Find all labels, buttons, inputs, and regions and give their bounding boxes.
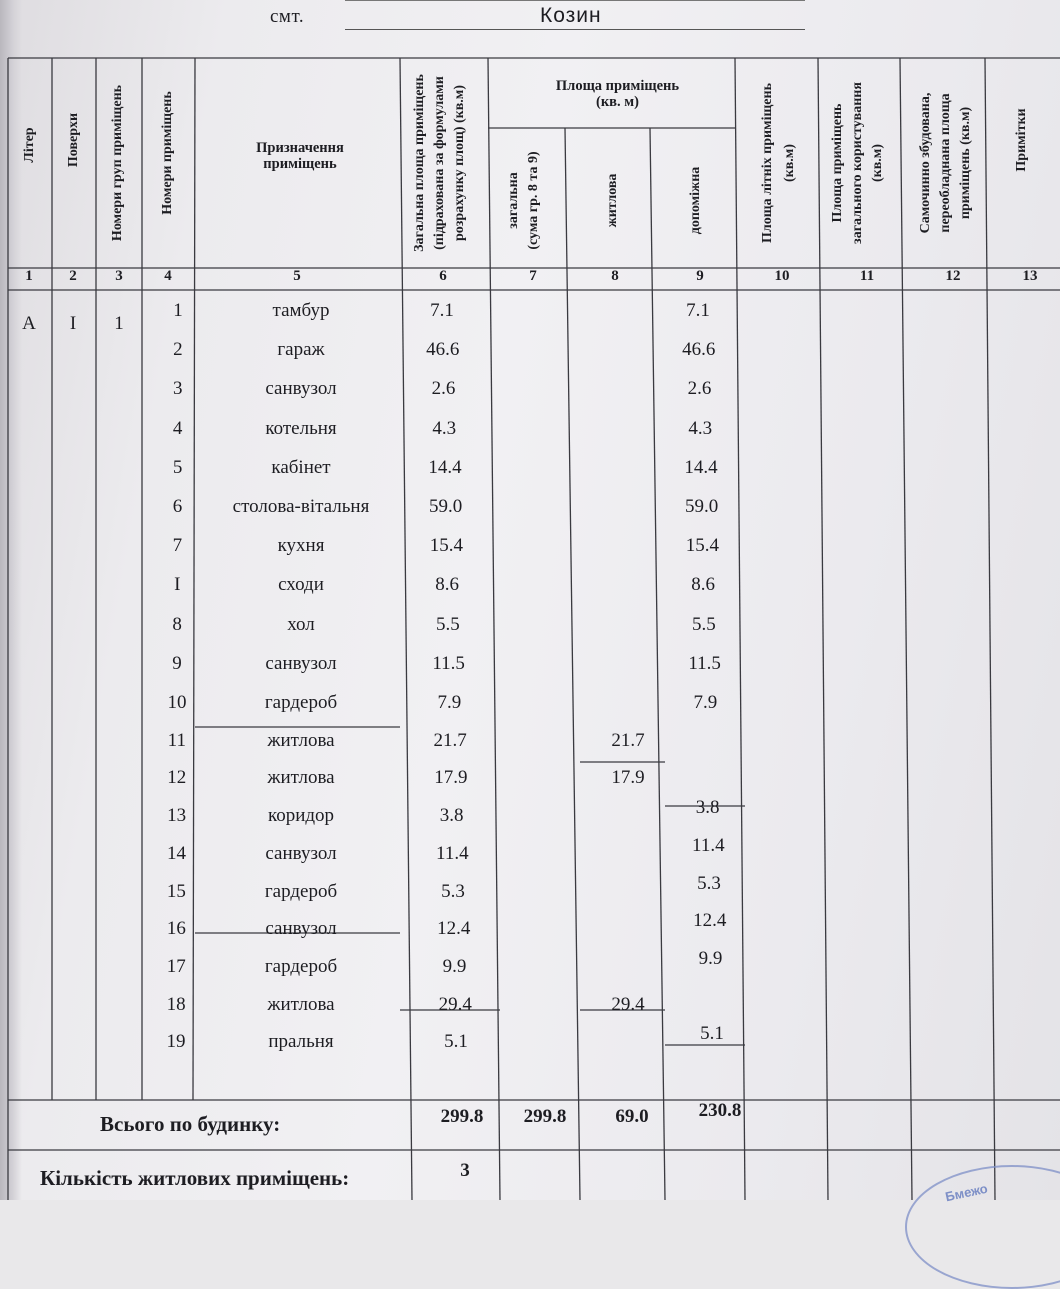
cell-room-number: 12: [167, 767, 187, 789]
cell-room-number: 8: [172, 613, 182, 635]
column-number: 1: [25, 268, 33, 284]
cell-room-number: 3: [173, 378, 183, 400]
cell-room-purpose: житлова: [267, 993, 335, 1015]
cell-living-area: 17.9: [611, 767, 645, 789]
header-summer-l1: Площа літніх приміщень: [760, 83, 775, 243]
cell-room-purpose: сходи: [278, 574, 324, 596]
header-notes: Примітки: [1014, 108, 1029, 172]
cell-aux-area: 11.4: [692, 834, 725, 856]
cell-room-purpose: гардероб: [264, 955, 338, 977]
cell-room-purpose: коридор: [267, 805, 335, 827]
column-number: 4: [164, 268, 172, 284]
living-count-value: 3: [460, 1160, 470, 1181]
grid-col-10: [818, 58, 828, 1200]
cell-total-area: 29.4: [438, 993, 472, 1015]
column-number: 9: [696, 268, 704, 284]
cell-room-number: 16: [166, 918, 186, 940]
cell-room-purpose: санвузол: [265, 652, 337, 674]
cell-total-area: 5.5: [436, 613, 460, 635]
column-number: 12: [945, 268, 961, 284]
cell-room-number: 13: [167, 805, 187, 827]
cell-room-purpose: кабінет: [271, 456, 331, 478]
cell-total-area: 2.6: [431, 378, 456, 400]
cell-liter: А: [22, 313, 36, 334]
cell-room-purpose: пральня: [268, 1031, 334, 1053]
cell-room-number: 2: [173, 339, 183, 361]
cell-room-purpose: санвузол: [265, 378, 337, 400]
header-purpose-line1: Призначення: [256, 140, 344, 156]
header-auxiliary: допоміжна: [688, 166, 703, 235]
cell-total-area: 14.4: [428, 456, 462, 478]
cell-aux-area: 46.6: [682, 339, 716, 361]
header-general-l2: (сума гр. 8 та 9): [526, 151, 541, 250]
cell-room-number: 1: [173, 300, 183, 321]
cell-floor: I: [69, 313, 77, 334]
cell-aux-area: 8.6: [691, 574, 716, 596]
column-number: 13: [1022, 268, 1038, 284]
cell-aux-area: 4.3: [688, 417, 713, 439]
cell-room-purpose: гараж: [277, 339, 325, 361]
cell-total-area: 12.4: [437, 918, 471, 940]
grid-col-8: [650, 128, 665, 1200]
cell-group: 1: [114, 313, 124, 334]
header-purpose-line2: приміщень: [263, 156, 337, 172]
column-number: 6: [439, 268, 447, 284]
cell-room-purpose: санвузол: [265, 842, 337, 864]
cell-aux-area: 15.4: [685, 535, 720, 557]
cell-room-number: 11: [167, 729, 186, 751]
cell-room-number: 15: [166, 880, 186, 902]
cell-room-purpose: гардероб: [264, 880, 338, 902]
cell-total-area: 15.4: [429, 535, 464, 557]
header-room-area-line2: (кв. м): [596, 94, 639, 110]
header-selfbuilt-l2: переобладнана площа: [938, 93, 953, 233]
cell-room-number: 9: [172, 652, 182, 674]
cell-aux-area: 7.1: [686, 300, 710, 321]
header-total-area-l3: розрахунку площ) (кв.м): [452, 85, 467, 241]
cell-aux-area: 2.6: [687, 378, 712, 400]
cell-aux-area: 5.5: [692, 613, 716, 635]
cell-aux-area: 9.9: [698, 947, 723, 969]
totals-total-area: 299.8: [440, 1106, 484, 1127]
cell-room-number: 5: [172, 456, 183, 478]
cell-aux-area: 59.0: [685, 496, 719, 517]
cell-room-purpose: тамбур: [272, 300, 330, 321]
cell-aux-area: 5.1: [700, 1023, 724, 1045]
cell-room-number: 14: [167, 842, 187, 864]
totals-aux-area: 230.8: [698, 1100, 742, 1121]
cell-room-purpose: санвузол: [265, 918, 337, 940]
column-number: 10: [774, 268, 790, 284]
cell-total-area: 5.1: [444, 1031, 468, 1053]
column-number: 7: [529, 268, 537, 284]
cell-room-number: 19: [166, 1031, 186, 1053]
cell-room-purpose: котельня: [265, 417, 337, 439]
cell-room-number: I: [174, 574, 181, 596]
totals-general-area: 299.8: [523, 1106, 567, 1127]
grid-col-7: [565, 128, 580, 1200]
header-floors: Поверхи: [66, 112, 81, 168]
cell-living-area: 29.4: [611, 993, 645, 1015]
settlement-type-label: смт.: [270, 6, 305, 27]
grid-col-6: [488, 58, 500, 1200]
header-common-l1: Площа приміщень: [830, 103, 845, 223]
grid-col-11: [900, 58, 912, 1200]
cell-total-area: 4.3: [432, 417, 457, 439]
header-room-numbers: Номери приміщень: [160, 91, 175, 215]
cell-room-purpose: житлова: [267, 767, 335, 789]
cell-total-area: 9.9: [442, 955, 467, 977]
cell-room-number: 17: [166, 955, 186, 977]
cell-room-purpose: кухня: [277, 535, 325, 557]
cell-living-area: 21.7: [611, 729, 645, 751]
header-room-area-line1: Площа приміщень: [555, 78, 680, 94]
cell-aux-area: 3.8: [695, 797, 720, 819]
header-common-l2: загального користування: [850, 82, 865, 244]
cell-aux-area: 5.3: [697, 872, 721, 894]
cell-total-area: 5.3: [441, 880, 465, 902]
header-selfbuilt-l3: приміщень (кв.м): [958, 106, 973, 220]
cell-total-area: 46.6: [426, 339, 460, 361]
cell-total-area: 17.9: [434, 767, 468, 789]
cell-room-purpose: столова-вітальня: [232, 496, 370, 517]
stamp-text: Бмежо: [943, 1180, 989, 1205]
cell-total-area: 8.6: [435, 574, 460, 596]
cell-room-purpose: гардероб: [264, 692, 338, 713]
header-group-numbers: Номери груп приміщень: [110, 84, 125, 242]
cell-aux-area: 11.5: [688, 652, 721, 674]
header-summer-l2: (кв.м): [782, 144, 797, 182]
cell-total-area: 3.8: [439, 805, 464, 827]
cell-total-area: 7.1: [430, 300, 454, 321]
cell-room-number: 7: [172, 535, 183, 557]
column-number: 3: [115, 268, 123, 284]
grid-col-12: [985, 58, 995, 1200]
totals-label: Всього по будинку:: [100, 1112, 281, 1136]
column-number: 11: [859, 268, 875, 284]
cell-room-number: 6: [172, 496, 183, 517]
cell-aux-area: 12.4: [693, 910, 727, 932]
column-number: 5: [293, 268, 301, 284]
header-selfbuilt-l1: Самочинно збудована,: [918, 92, 933, 234]
header-common-l3: (кв.м): [870, 144, 885, 182]
cell-room-number: 18: [166, 993, 186, 1015]
living-count-label: Кількість житлових приміщень:: [40, 1166, 350, 1190]
cell-total-area: 59.0: [429, 496, 463, 517]
header-room-area: [495, 78, 740, 110]
header-purpose: [200, 140, 400, 172]
settlement-name: Козин: [540, 4, 602, 27]
column-number: 2: [69, 268, 77, 284]
totals-living-area: 69.0: [615, 1106, 649, 1127]
header-total-area-l1: Загальна площа приміщень: [412, 74, 427, 252]
header-liter: Літер: [22, 127, 37, 163]
cell-room-number: 10: [167, 692, 187, 713]
cell-total-area: 7.9: [437, 692, 462, 713]
cell-room-number: 4: [172, 417, 183, 439]
header-total-area-l2: (підрахована за формулами: [432, 76, 447, 250]
header-living: житлова: [605, 173, 620, 228]
cell-room-purpose: житлова: [267, 729, 335, 751]
header-general-l1: загальна: [506, 172, 521, 229]
column-number: 8: [611, 268, 619, 284]
cell-total-area: 21.7: [433, 729, 467, 751]
cell-total-area: 11.4: [436, 842, 469, 864]
cell-room-purpose: хол: [287, 613, 315, 635]
cell-total-area: 11.5: [432, 652, 465, 674]
cell-aux-area: 7.9: [693, 692, 718, 713]
cell-aux-area: 14.4: [684, 456, 718, 478]
